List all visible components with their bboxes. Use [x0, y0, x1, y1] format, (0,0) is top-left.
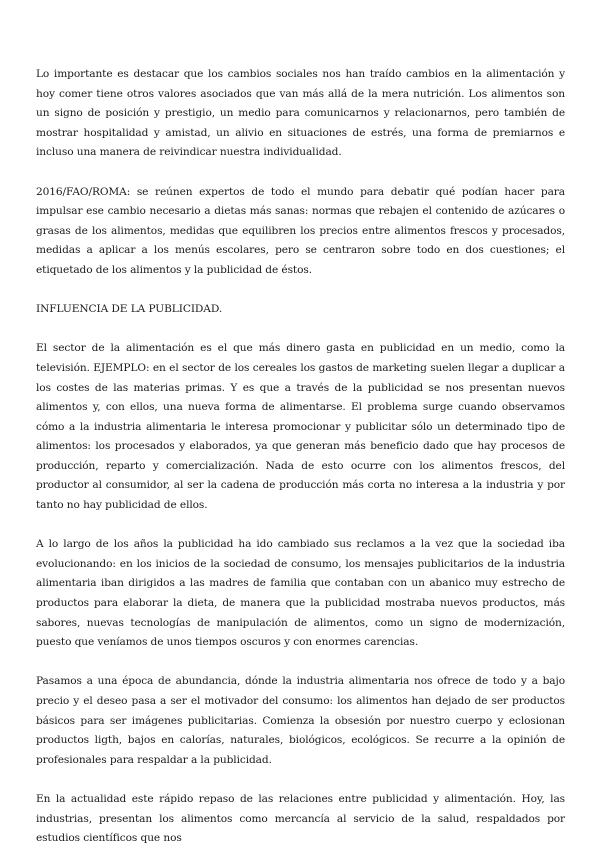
paragraph-current-situation: En la actualidad este rápido repaso de las relaciones entre publicidad y alimentación. Hoy, las industrias, presentan los alimentos como mercancía al servicio de la salud, respaldados por estudios científicos que nos: [36, 792, 565, 845]
section-heading-advertising: INFLUENCIA DE LA PUBLICIDAD.: [36, 303, 223, 316]
paragraph-abundance-era: Pasamos a una época de abundancia, dónde la industria alimentaria nos ofrece de todo y a bajo precio y el deseo pasa a ser el motivador del consumo: los alimentos han dejado de ser productos básicos para ser imágenes publicitarias. Comienza la obsesión por nuestro cuerpo y eclosionan productos ligth, bajos en calorías, naturales, biológicos, ecológicos. Se recurre a la opinión de profesionales para respaldar a la publicidad.: [36, 675, 565, 766]
paragraph-food-values: Lo importante es destacar que los cambios sociales nos han traído cambios en la alimentación y hoy comer tiene otros valores asociados que van más allá de la mera nutrición. Los alimentos son un signo de posición y prestigio, un medio para comunicarnos y relacionarnos, pero también de mostrar hospitalidad y amistad, un alivio en situaciones de estrés, una forma de premiarnos e incluso una manera de reivindicar nuestra individualidad.: [36, 68, 565, 159]
paragraph-food-sector-spending: El sector de la alimentación es el que más dinero gasta en publicidad en un medio, como la televisión. EJEMPLO: en el sector de los cereales los gastos de marketing suelen llegar a duplicar a los costes de las materias primas. Y es que a través de la publicidad se nos presentan nuevos alimentos y, con ellos, una nueva forma de alimentarse. El problema surge cuando observamos cómo a la industria alimentaria le interesa promocionar y publicitar sólo un determinado tipo de alimentos: los procesados y elaborados, ya que generan más beneficio dado que hay procesos de producción, reparto y comercialización. Nada de esto ocurre con los alimentos frescos, del productor al consumidor, al ser la cadena de producción más corta no interesa a la industria y por tanto no hay publicidad de ellos.: [36, 342, 565, 512]
paragraph-advertising-history: A lo largo de los años la publicidad ha ido cambiado sus reclamos a la vez que la sociedad iba evolucionando: en los inicios de la sociedad de consumo, los mensajes publicitarios de la industria alimentaria iban dirigidos a las madres de familia que contaban con un abanico muy estrecho de productos para elaborar la dieta, de manera que la publicidad mostraba nuevos productos, más sabores, nuevas tecnologías de manipulación de alimentos, como un signo de modernización, puesto que veníamos de unos tiempos oscuros y con enormes carencias.: [36, 538, 565, 649]
paragraph-fao-rome: 2016/FAO/ROMA: se reúnen expertos de todo el mundo para debatir qué podían hacer para impulsar ese cambio necesario a dietas más sanas: normas que rebajen el contenido de azúcares o grasas de los alimentos, medidas que equilibren los precios entre alimentos frescos y procesados, medidas a aplicar a los menús escolares, pero se centraron sobre todo en dos cuestiones; el etiquetado de los alimentos y la publicidad de éstos.: [36, 185, 565, 276]
document-body: [36, 65, 565, 868]
